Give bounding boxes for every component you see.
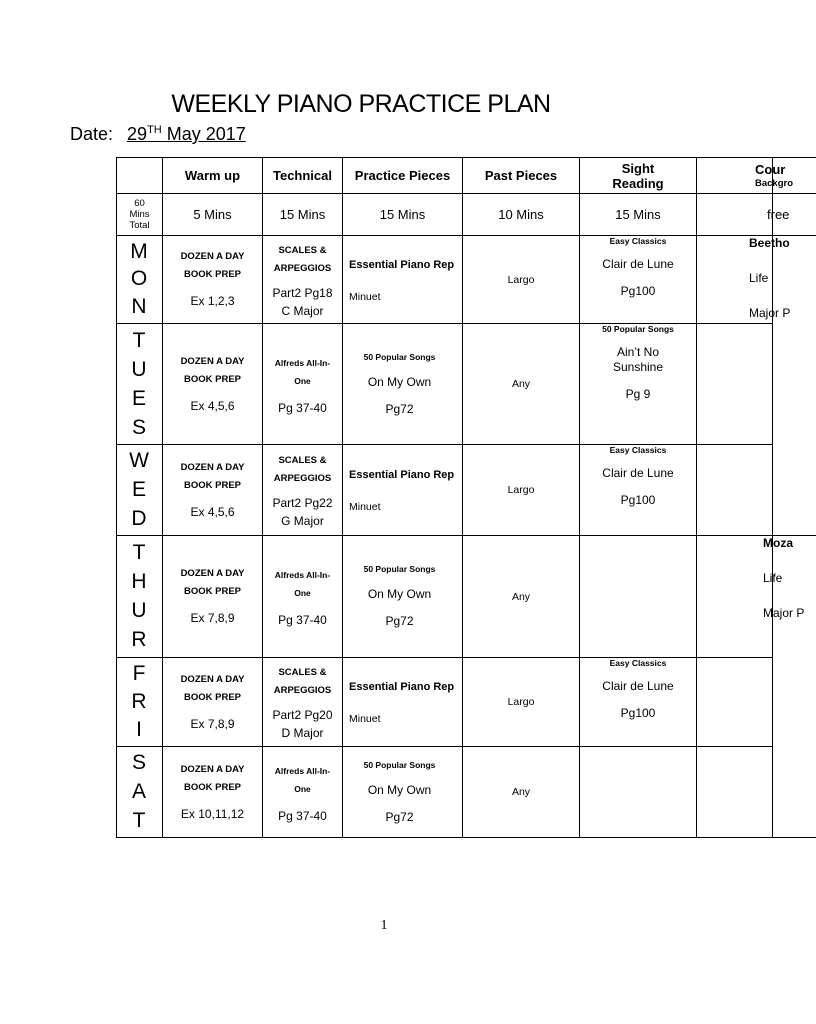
cell-text: Life — [749, 271, 769, 285]
cell-text: BOOK PREP — [183, 691, 241, 703]
sight-cell — [580, 658, 696, 746]
cell-text: Total — [129, 220, 150, 231]
day-letter: I — [136, 718, 142, 741]
cell-text: Easy Classics — [609, 658, 667, 668]
cell-text: Part2 Pg22 — [272, 496, 333, 510]
table-hline — [116, 837, 816, 838]
cell-text: Easy Classics — [609, 445, 667, 455]
course-composer: Beetho — [749, 236, 790, 250]
cell-text: Pg72 — [385, 809, 414, 824]
technical-mins — [263, 194, 342, 235]
cell-text: One — [294, 588, 311, 598]
header-label: Cour — [755, 161, 786, 177]
cell-text: 5 Mins — [193, 207, 232, 222]
practice-mins — [343, 194, 462, 235]
past-cell — [463, 324, 579, 444]
cell-text: Pg 9 — [625, 387, 651, 401]
header-past — [463, 158, 579, 193]
cell-text: Any — [511, 590, 531, 603]
past-cell — [463, 658, 579, 746]
day-letter: R — [131, 690, 147, 713]
cell-text: BOOK PREP — [183, 586, 241, 597]
course-composer: Moza — [763, 536, 793, 550]
cell-text: Mins — [129, 209, 150, 220]
day-letter: U — [131, 599, 147, 623]
cell-text: Pg72 — [385, 401, 414, 416]
cell-text: 10 Mins — [498, 207, 544, 222]
day-letter: T — [132, 808, 146, 832]
header-label: Practice Pieces — [354, 168, 451, 183]
cell-text: Minuet — [349, 501, 381, 513]
day-letter: T — [132, 328, 146, 352]
cell-text: 50 Popular Songs — [363, 564, 436, 574]
day-letter: W — [129, 449, 149, 473]
sight-cell — [580, 445, 696, 535]
cell-text: Alfreds All-In- — [274, 765, 331, 776]
day-letter: H — [131, 569, 147, 593]
cell-text: Essential Piano Rep — [349, 681, 455, 693]
technical-cell — [263, 324, 342, 444]
technical-cell — [263, 236, 342, 323]
cell-text: Alfreds All-In- — [274, 570, 331, 580]
warmup-mins — [163, 194, 262, 235]
header-label: Past Pieces — [484, 168, 558, 183]
cell-text: Pg100 — [620, 284, 656, 298]
cell-text: Ex 7,8,9 — [190, 611, 235, 625]
date-value: 29TH May 2017 — [127, 124, 246, 144]
technical-cell — [263, 536, 342, 657]
technical-cell — [263, 658, 342, 746]
cell-text: Largo — [507, 484, 535, 496]
cell-text: DOZEN A DAY — [180, 673, 245, 685]
cell-text: Largo — [507, 273, 535, 286]
past-mins — [463, 194, 579, 235]
cell-text: One — [294, 375, 311, 386]
cell-text: SCALES & — [278, 455, 327, 466]
cell-text: BOOK PREP — [183, 269, 241, 280]
sight-cell — [580, 236, 696, 323]
course-block — [697, 236, 816, 535]
cell-text: 50 Popular Songs — [363, 351, 436, 362]
cell-text: 15 Mins — [279, 207, 326, 222]
cell-text: Ex 4,5,6 — [190, 398, 235, 413]
cell-text: Easy Classics — [609, 236, 667, 246]
cell-text: Alfreds All-In- — [274, 357, 331, 368]
cell-text: Pg100 — [620, 493, 656, 507]
cell-text: 15 Mins — [379, 207, 426, 222]
cell-text: DOZEN A DAY — [180, 251, 245, 262]
cell-text: D Major — [281, 726, 324, 740]
warmup-cell — [163, 236, 262, 323]
cell-text: Essential Piano Rep — [349, 469, 455, 481]
sight-mins — [580, 194, 696, 235]
cell-text: Clair de Lune — [602, 257, 674, 271]
cell-text: Ex 10,11,12 — [180, 806, 245, 821]
cell-text: Clair de Lune — [602, 466, 674, 480]
page-title: WEEKLY PIANO PRACTICE PLAN — [171, 90, 551, 118]
page-number: 1 — [380, 918, 388, 933]
cell-text: BOOK PREP — [183, 781, 241, 793]
cell-text: ARPEGGIOS — [273, 685, 332, 696]
header-practice — [343, 158, 462, 193]
course-block — [697, 536, 816, 837]
cell-text: BOOK PREP — [183, 373, 241, 385]
date-label: Date: — [70, 124, 114, 144]
past-cell — [463, 236, 579, 323]
cell-text: Minuet — [349, 713, 381, 725]
header-course — [697, 158, 816, 193]
cell-text: Ex 4,5,6 — [190, 504, 235, 519]
cell-text: Ex 1,2,3 — [190, 294, 235, 308]
technical-cell — [263, 445, 342, 535]
cell-text: SCALES & — [278, 244, 327, 256]
practice-cell — [343, 747, 462, 837]
total-mins — [117, 194, 162, 235]
warmup-cell — [163, 658, 262, 746]
header-blank — [117, 158, 162, 193]
cell-text: Major P — [763, 606, 805, 620]
past-cell — [463, 445, 579, 535]
cell-text: Pg 37-40 — [278, 400, 327, 415]
cell-text: Pg100 — [620, 706, 656, 720]
date-line — [70, 124, 255, 145]
cell-text: Any — [511, 378, 531, 390]
practice-cell — [343, 536, 462, 657]
day-label — [116, 324, 162, 444]
warmup-cell — [163, 747, 262, 837]
day-label — [116, 445, 162, 535]
cell-text: DOZEN A DAY — [180, 461, 245, 473]
header-label: Technical — [272, 168, 332, 183]
practice-cell — [343, 445, 462, 535]
course-mins — [697, 194, 816, 235]
cell-text: Ex 7,8,9 — [190, 716, 235, 731]
cell-text: Pg 37-40 — [278, 613, 327, 627]
cell-text: Largo — [507, 696, 535, 708]
technical-cell — [263, 747, 342, 837]
day-label — [116, 236, 162, 323]
cell-text: SCALES & — [278, 667, 327, 678]
day-letter: O — [130, 267, 148, 291]
cell-text: On My Own — [367, 782, 432, 797]
day-letter: U — [131, 357, 147, 381]
day-letter: S — [131, 751, 146, 775]
cell-text: Any — [511, 786, 531, 798]
cell-text: Pg72 — [385, 614, 414, 628]
header-technical — [263, 158, 342, 193]
cell-text: Essential Piano Rep — [349, 258, 455, 271]
practice-cell — [343, 236, 462, 323]
day-label — [116, 536, 162, 657]
cell-text: Ain’t No Sunshine — [612, 345, 664, 374]
sight-cell — [580, 324, 696, 444]
header-warmup — [163, 158, 262, 193]
header-sight — [580, 158, 696, 193]
warmup-cell — [163, 324, 262, 444]
cell-text: BOOK PREP — [183, 479, 241, 491]
cell-text: 50 Popular Songs — [602, 324, 674, 334]
cell-text: 50 Popular Songs — [363, 759, 436, 770]
sight-cell-empty — [580, 747, 696, 837]
cell-text: Part2 Pg20 — [272, 708, 333, 722]
header-label: Warm up — [184, 168, 241, 183]
practice-cell — [343, 324, 462, 444]
practice-table — [116, 157, 805, 837]
cell-text: G Major — [281, 514, 324, 528]
day-letter: M — [130, 239, 148, 263]
cell-text: DOZEN A DAY — [180, 763, 245, 775]
cell-text: free — [767, 207, 790, 222]
cell-text: Major P — [749, 306, 791, 320]
cell-text: Life — [763, 571, 783, 585]
warmup-cell — [163, 536, 262, 657]
cell-text: ARPEGGIOS — [273, 262, 332, 274]
past-cell — [463, 536, 579, 657]
practice-cell — [343, 658, 462, 746]
day-label — [116, 658, 162, 746]
cell-text: 60 — [134, 198, 145, 209]
cell-text: Clair de Lune — [602, 679, 674, 693]
cell-text: On My Own — [367, 587, 432, 601]
cell-text: Part2 Pg18 — [272, 285, 333, 300]
sight-cell-empty — [580, 536, 696, 657]
cell-text: Minuet — [349, 290, 381, 303]
header-label: Sight — [621, 160, 655, 176]
cell-text: DOZEN A DAY — [180, 568, 245, 579]
day-letter: S — [131, 415, 146, 439]
day-letter: A — [131, 779, 146, 803]
day-letter: D — [131, 506, 147, 530]
cell-text: DOZEN A DAY — [180, 355, 245, 367]
day-letter: N — [131, 295, 147, 319]
cell-text: 15 Mins — [615, 207, 661, 222]
warmup-cell — [163, 445, 262, 535]
day-label — [116, 747, 162, 837]
cell-text: On My Own — [367, 374, 432, 389]
cell-text: One — [294, 783, 311, 794]
day-letter: F — [132, 662, 146, 685]
header-label: Backgro — [755, 177, 794, 189]
cell-text: ARPEGGIOS — [273, 473, 332, 484]
day-letter: E — [131, 386, 146, 410]
day-letter: T — [132, 540, 146, 564]
past-cell — [463, 747, 579, 837]
cell-text: C Major — [281, 303, 324, 318]
header-label: Reading — [612, 175, 664, 191]
day-letter: R — [131, 628, 147, 652]
cell-text: Pg 37-40 — [278, 808, 327, 823]
day-letter: E — [131, 477, 146, 501]
